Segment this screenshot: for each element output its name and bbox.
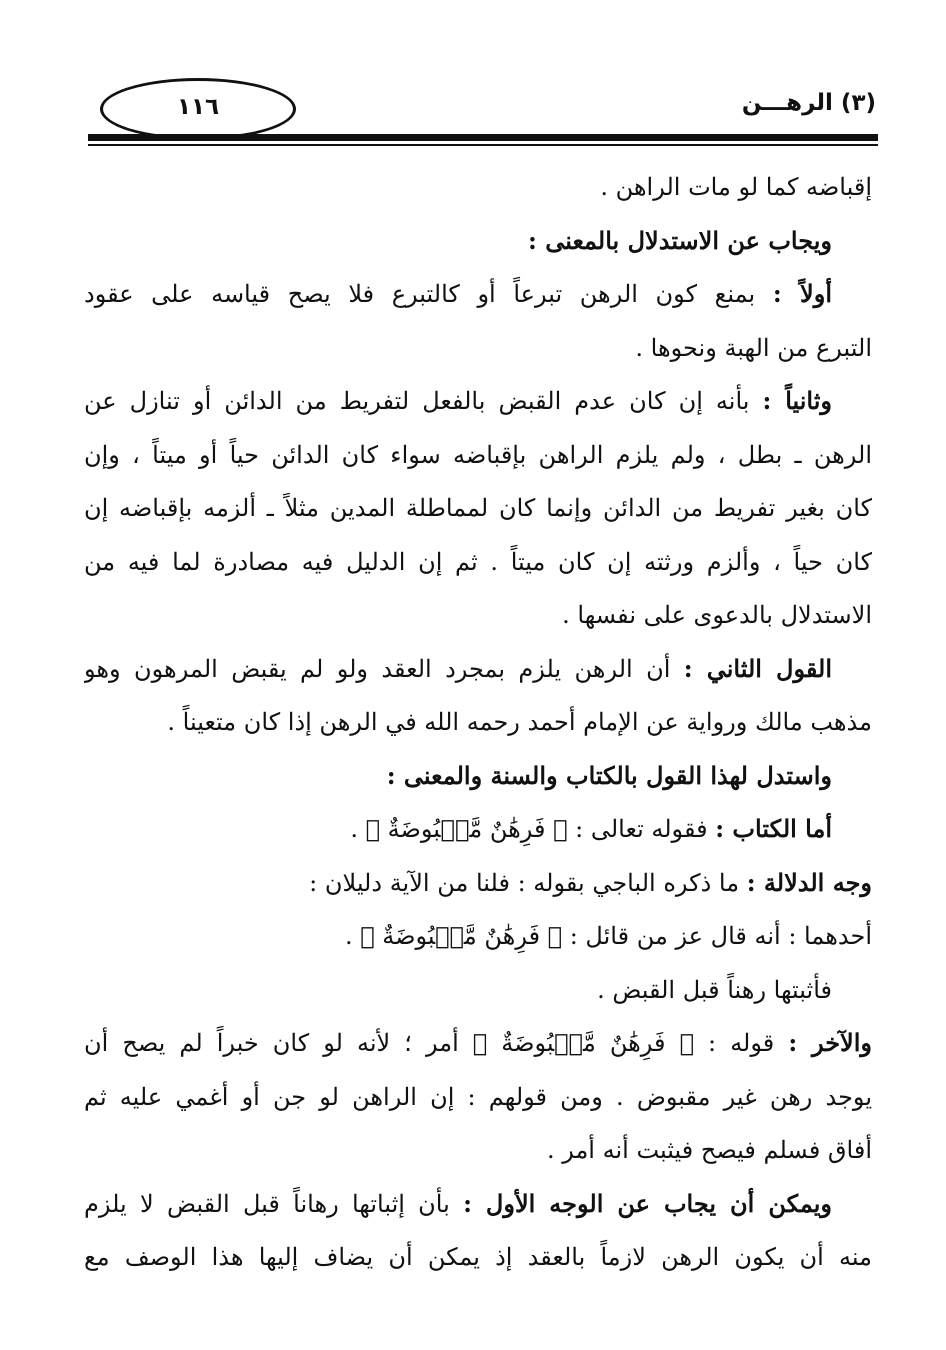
header-rule-thin	[88, 144, 878, 146]
line-label: ويجاب عن الاستدلال بالمعنى :	[528, 225, 832, 255]
header-rule-thick	[88, 134, 878, 141]
line-text: كان بغير تفريط من الدائن وإنما كان لمماطلة المدين مثلاً ـ ألزمه بإقباضه إن	[84, 494, 872, 522]
line-text: الرهن ـ بطل ، ولم يلزم الراهن بإقباضه سواء كان الدائن حياً أو ميتاً ، وإن	[84, 440, 872, 469]
line-text: بأنه إن كان عدم القبض بالفعل لتفريط من الدائن أو تنازل عن	[84, 387, 763, 415]
text-line	[84, 535, 872, 589]
text-line	[84, 267, 872, 321]
line-label: وجه الدلالة :	[746, 867, 872, 897]
page-header	[88, 78, 878, 150]
page-body	[84, 160, 872, 1284]
line-label: وثانياً :	[762, 386, 833, 415]
text-line	[84, 588, 872, 642]
text-line	[84, 214, 872, 268]
page-number-oval	[100, 78, 296, 140]
line-label: والآخر :	[788, 1028, 872, 1057]
line-label: أولاً :	[772, 279, 832, 308]
line-text: ما ذكره الباجي بقوله : فلنا من الآية دليلان :	[309, 868, 747, 897]
line-text: الاستدلال بالدعوى على نفسها .	[562, 601, 872, 629]
line-text: أفاق فسلم فيصح فيثبت أنه أمر .	[546, 1136, 872, 1164]
text-line	[84, 963, 872, 1017]
text-line	[84, 749, 872, 803]
chapter-title: (٣) الرهـــن	[741, 90, 876, 116]
line-text: كان حياً ، وألزم ورثته إن كان ميتاً . ثم إن الدليل فيه مصادرة لما فيه من	[84, 547, 872, 576]
text-line	[84, 909, 872, 963]
line-text: فقوله تعالى : ﴿ فَرِهَٰنٌ مَّقۡبُوضَةٌ ﴾ .	[350, 815, 716, 843]
text-line	[84, 321, 872, 375]
line-text: يوجد رهن غير مقبوض . ومن قولهم : إن الراهن لو جن أو أغمي عليه ثم	[84, 1082, 872, 1111]
text-line	[84, 1123, 872, 1177]
line-label: القول الثاني :	[683, 653, 833, 683]
line-text: قوله : ﴿ فَرِهَٰنٌ مَّقۡبُوضَةٌ ﴾ أمر ؛ لأنه لو كان خبراً لم يصح أن	[84, 1029, 789, 1057]
line-text: مذهب مالك ورواية عن الإمام أحمد رحمه الله في الرهن إذا كان متعيناً .	[167, 708, 872, 736]
text-line	[84, 1070, 872, 1124]
text-line	[84, 1177, 872, 1231]
text-line	[84, 374, 872, 428]
text-line	[84, 428, 872, 482]
line-text: التبرع من الهبة ونحوها .	[635, 333, 872, 362]
text-line	[84, 642, 872, 696]
line-text: أن الرهن يلزم بمجرد العقد ولو لم يقبض المرهون وهو	[84, 654, 684, 683]
text-line	[84, 856, 872, 910]
text-line	[84, 160, 872, 214]
line-text: أحدهما : أنه قال عز من قائل : ﴿ فَرِهَٰنٌ مَّقۡبُوضَةٌ ﴾ .	[344, 922, 872, 950]
line-text: منه أن يكون الرهن لازماً بالعقد إذ يمكن أن يضاف إليها هذا الوصف مع	[84, 1243, 872, 1271]
text-line	[84, 1230, 872, 1284]
line-label: واستدل لهذا القول بالكتاب والسنة والمعنى :	[386, 760, 832, 790]
text-line	[84, 1016, 872, 1070]
text-line	[84, 481, 872, 535]
line-text: فأثبتها رهناً قبل القبض .	[597, 975, 832, 1004]
text-line	[84, 695, 872, 749]
line-text: بمنع كون الرهن تبرعاً أو كالتبرع فلا يصح قياسه على عقود	[84, 280, 773, 308]
page-number: ١١٦	[176, 94, 220, 120]
text-line	[84, 802, 872, 856]
line-text: بأن إثباتها رهاناً قبل القبض لا يلزم	[84, 1189, 464, 1218]
line-label: ويمكن أن يجاب عن الوجه الأول :	[463, 1188, 832, 1218]
line-text: إقباضه كما لو مات الراهن .	[600, 173, 872, 201]
line-label: أما الكتاب :	[715, 814, 832, 843]
